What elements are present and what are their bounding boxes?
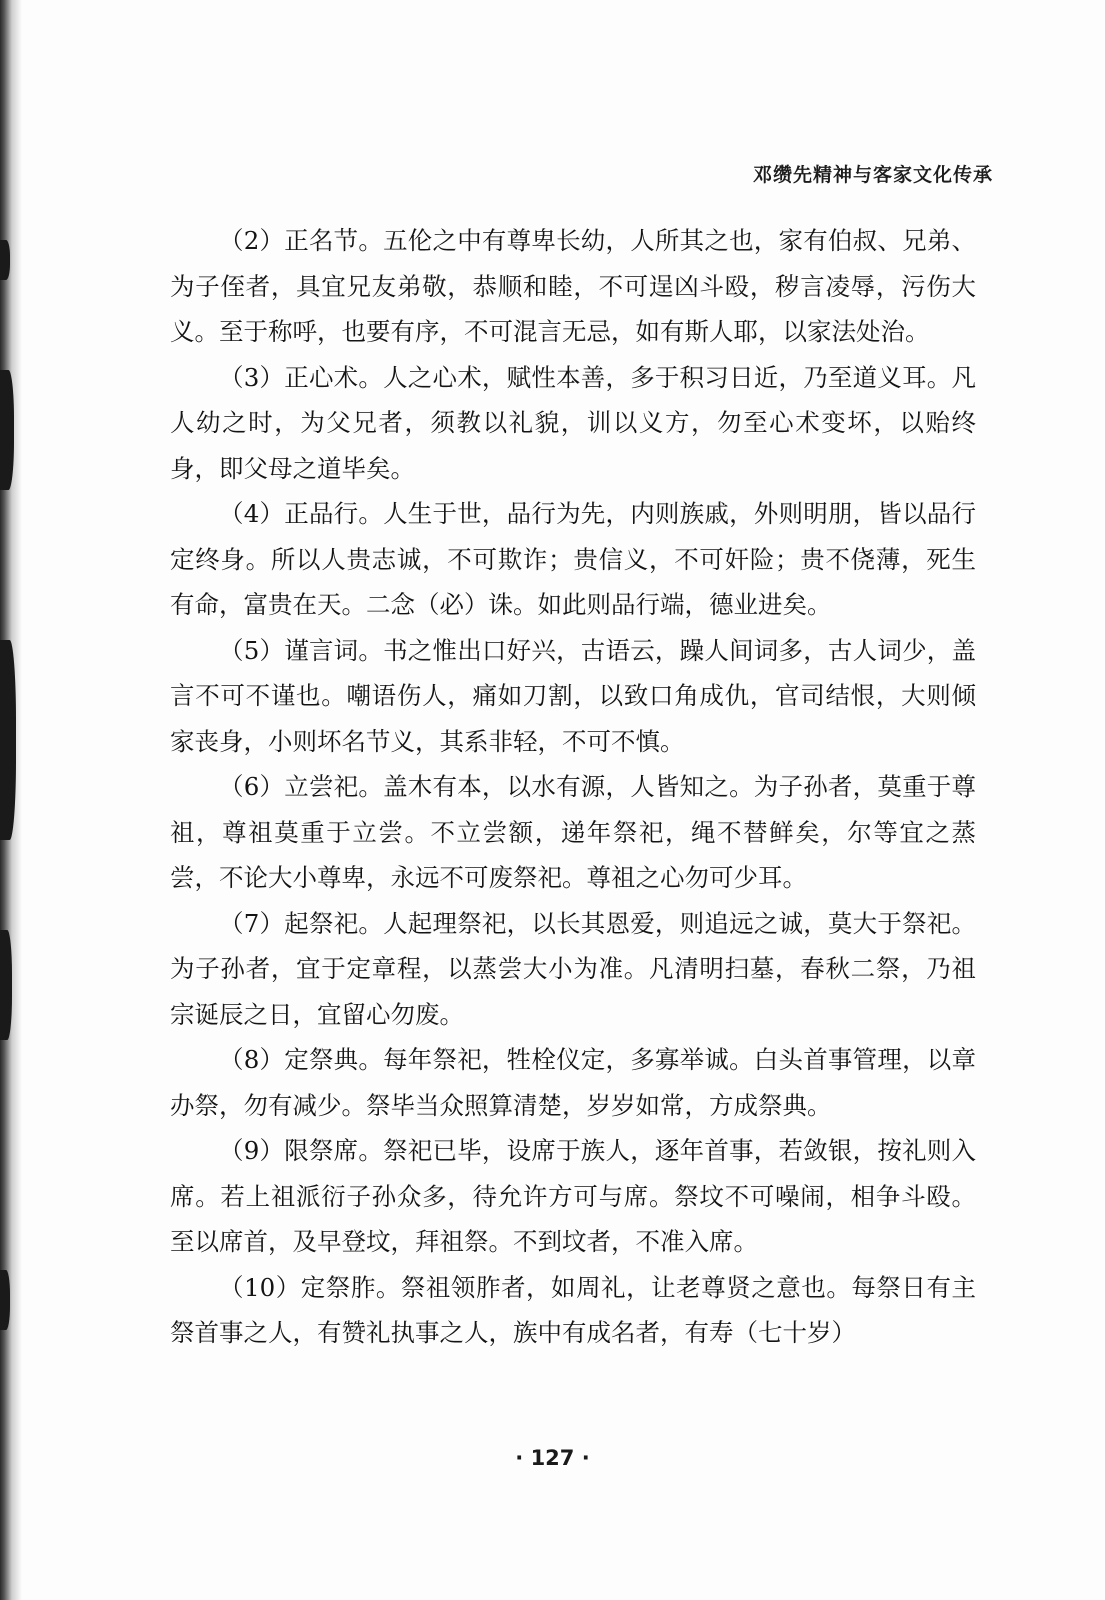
scan-edge-mark <box>0 370 14 490</box>
scan-edge-mark <box>0 1270 10 1330</box>
scan-edge-mark <box>0 640 16 840</box>
paragraph: （4）正品行。人生于世，品行为先，内则族戚，外则明朋，皆以品行定终身。所以人贵志诚，不可欺诈；贵信义，不可奸险；贵不侥薄，死生有命，富贵在天。二念（必）诛。如此则品行端，德业进矣。 <box>170 499 976 619</box>
scan-edge-mark <box>0 930 12 1040</box>
paragraph: （6）立尝祀。盖木有本，以水有源，人皆知之。为子孙者，莫重于尊祖，尊祖莫重于立尝。不立尝额，递年祭祀，绳不替鲜矣，尔等宜之蒸尝，不论大小尊卑，永远不可废祭祀。尊祖之心勿可少耳。 <box>170 772 976 892</box>
paragraph: （5）谨言词。书之惟出口好兴，古语云，躁人间词多，古人词少，盖言不可不谨也。嘲语伤人，痛如刀割，以致口角成仇，官司结恨，大则倾家丧身，小则坏名节义，其系非轻，不可不慎。 <box>170 635 976 756</box>
page-number: · 127 · <box>515 1446 590 1470</box>
paragraph: （3）正心术。人之心术，赋性本善，多于积习日近，乃至道义耳。凡人幼之时，为父兄者，须教以礼貌，训以义方，勿至心术变坏，以贻终身，即父母之道毕矣。 <box>170 362 976 483</box>
paragraph: （8）定祭典。每年祭祀，牲栓仪定，多寡举诚。白头首事管理，以章办祭，勿有减少。祭毕当众照算清楚，岁岁如常，方成祭典。 <box>170 1045 976 1120</box>
body-text <box>170 218 976 1356</box>
scan-edge-mark <box>0 240 10 280</box>
paragraph: （2）正名节。五伦之中有尊卑长幼，人所其之也，家有伯叔、兄弟、为子侄者，具宜兄友弟敬，恭顺和睦，不可逞凶斗殴，秽言凌辱，污伤大义。至于称呼，也要有序，不可混言无忌，如有斯人耶，以家法处治。 <box>170 226 976 346</box>
running-head: 邓缵先精神与客家文化传承 <box>752 164 993 186</box>
paragraph: （10）定祭胙。祭祖领胙者，如周礼，让老尊贤之意也。每祭日有主祭首事之人，有赞礼执事之人，族中有成名者，有寿（七十岁） <box>170 1272 976 1347</box>
paragraph: （7）起祭祀。人起理祭祀，以长其恩爱，则追远之诚，莫大于祭祀。为子孙者，宜于定章程，以蒸尝大小为准。凡清明扫墓，春秋二祭，乃祖宗诞辰之日，宜留心勿废。 <box>170 908 976 1029</box>
paragraph: （9）限祭席。祭祀已毕，设席于族人，逐年首事，若敛银，按礼则入席。若上祖派衍子孙众多，待允许方可与席。祭坟不可噪闹，相争斗殴。至以席首，及早登坟，拜祖祭。不到坟者，不准入席。 <box>170 1136 976 1256</box>
